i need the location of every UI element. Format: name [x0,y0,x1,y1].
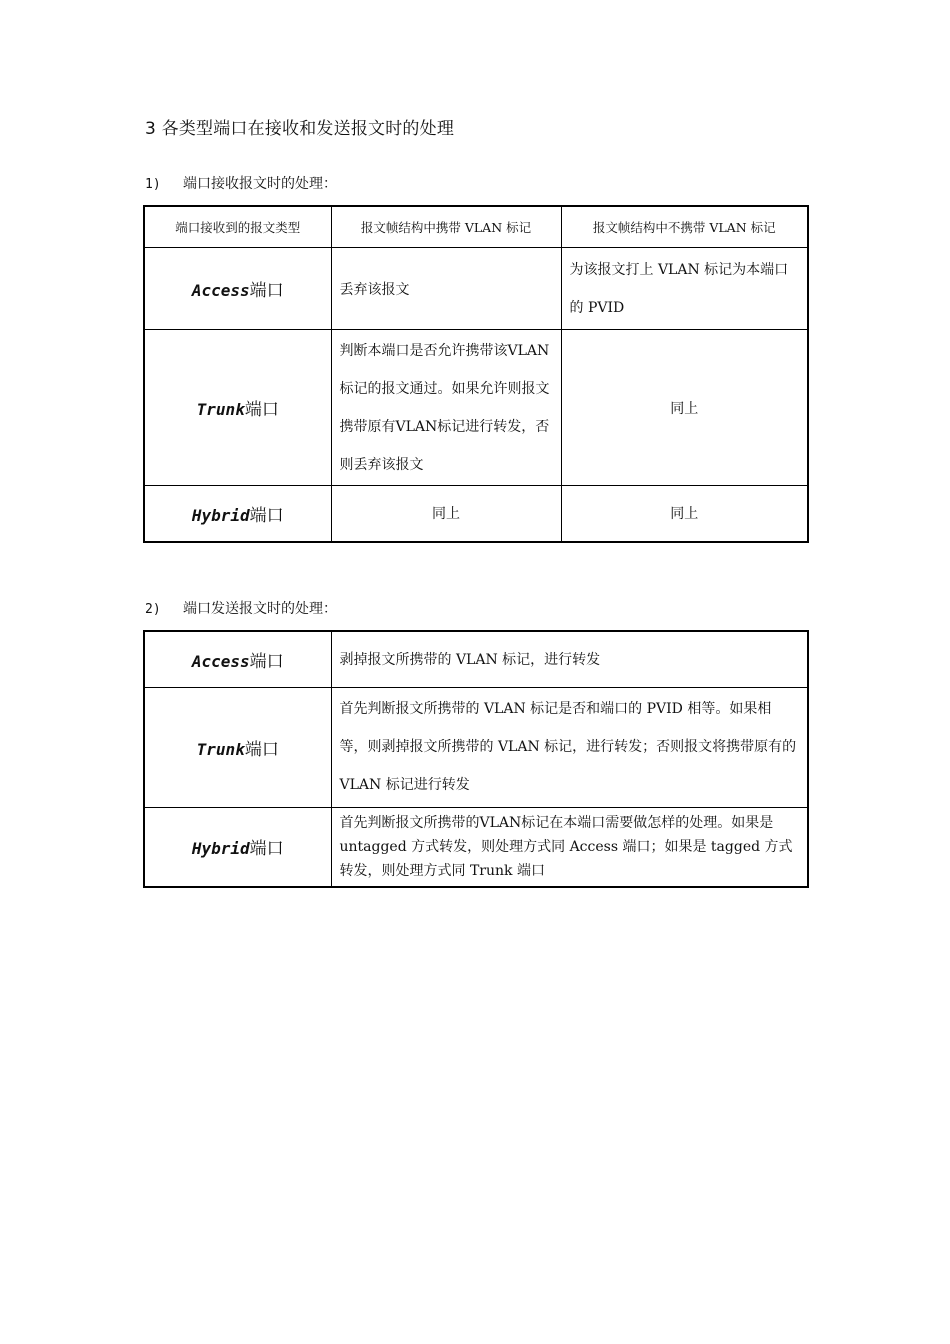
send-heading [145,598,337,618]
receive-heading [145,173,337,193]
port-suffix: 端口 [244,400,279,420]
port-name: Trunk [196,400,245,419]
table-row [144,687,808,807]
receive-heading-number: 1) [145,177,161,192]
send-heading-number: 2) [145,602,161,617]
receive-heading-text: 端口接收报文时的处理： [183,176,337,192]
action-cell: 首先判断报文所携带的VLAN标记在本端口需要做怎样的处理。如果是 untagged 方式转发，则处理方式同 Access 端口；如果是 tagged 方式转发，则处理方式同 Trunk 端口 [331,807,808,887]
table-row [144,248,808,330]
table-header-row [144,206,808,248]
port-suffix: 端口 [244,739,279,760]
send-heading-text: 端口发送报文时的处理： [183,601,337,617]
port-name-cell [144,330,331,486]
port-suffix: 端口 [249,651,284,672]
table-row [144,486,808,542]
tagged-cell: 判断本端口是否允许携带该VLAN标记的报文通过。如果允许则报文携带原有VLAN标记进行转发，否则丢弃该报文 [331,330,561,486]
port-name-cell [144,631,331,687]
action-cell: 首先判断报文所携带的 VLAN 标记是否和端口的 PVID 相等。如果相等，则剥掉报文所携带的 VLAN 标记，进行转发；否则报文将携带原有的 VLAN 标记进行转发 [331,687,808,807]
header-untagged: 报文帧结构中不携带 VLAN 标记 [561,206,808,248]
table-row [144,330,808,486]
port-name-cell [144,687,331,807]
action-cell: 剥掉报文所携带的 VLAN 标记，进行转发 [331,631,808,687]
page-title: 3 各类型端口在接收和发送报文时的处理 [145,119,455,139]
port-suffix: 端口 [249,839,284,860]
port-name: Trunk [196,739,245,759]
port-name: Hybrid [191,839,250,859]
tagged-cell: 同上 [331,486,561,542]
send-table [143,630,809,888]
untagged-cell: 同上 [561,486,808,542]
port-name-cell [144,248,331,330]
untagged-cell: 同上 [561,330,808,486]
port-suffix: 端口 [249,505,284,526]
port-name-cell [144,486,331,542]
port-name: Access [191,651,250,671]
receive-table [143,205,809,543]
port-name-cell [144,807,331,887]
untagged-cell: 为该报文打上 VLAN 标记为本端口的 PVID [561,248,808,330]
tagged-cell: 丢弃该报文 [331,248,561,330]
port-name: Hybrid [191,505,250,525]
table-row [144,631,808,687]
header-port-type: 端口接收到的报文类型 [144,206,331,248]
header-tagged: 报文帧结构中携带 VLAN 标记 [331,206,561,248]
table-row [144,807,808,887]
port-suffix: 端口 [249,281,284,301]
port-name: Access [191,281,250,300]
